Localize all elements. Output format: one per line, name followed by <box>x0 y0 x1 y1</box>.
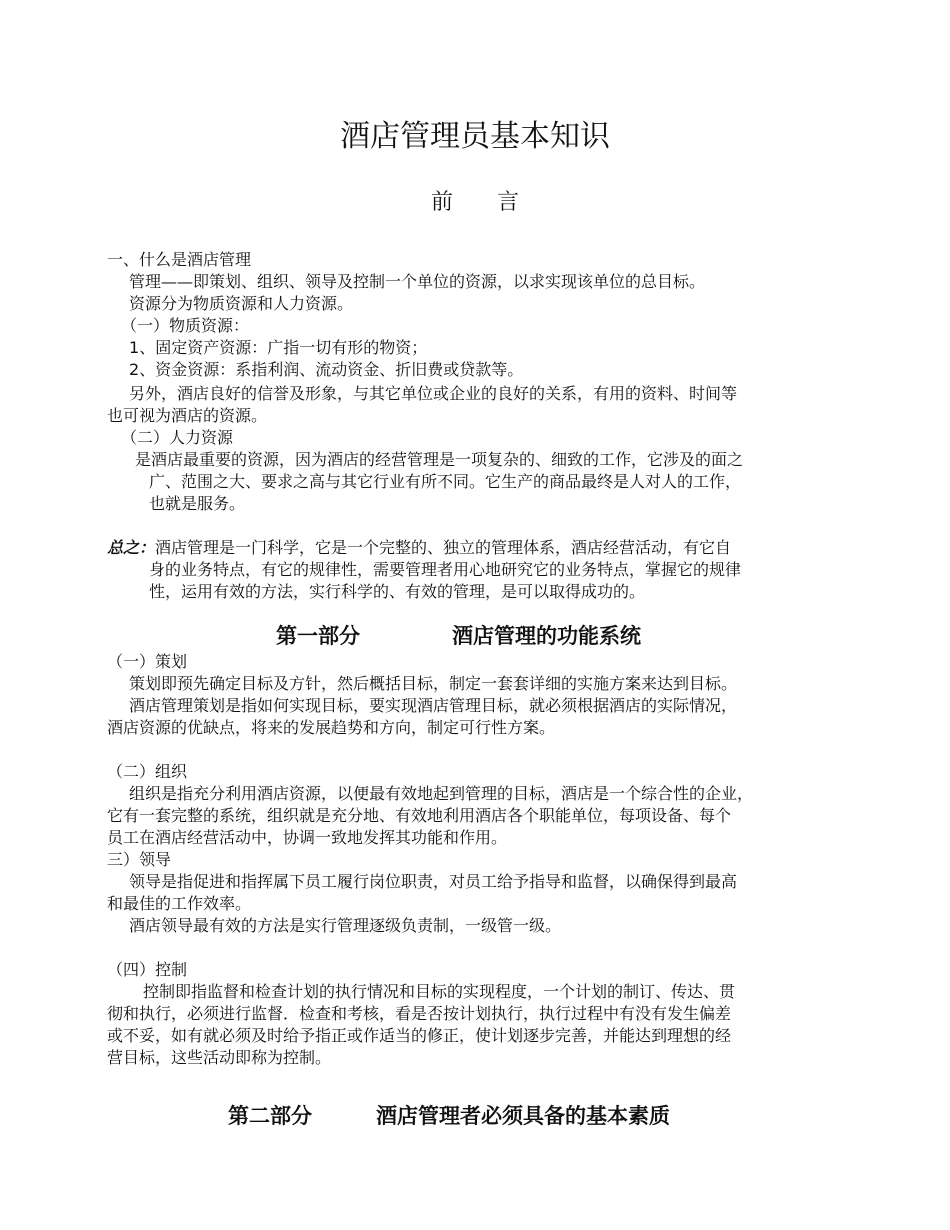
summary-label: 总之： <box>107 538 156 557</box>
planning-line: 策划即预先确定目标及方针，然后概括目标，制定一套套详细的实施方案来达到目标。 <box>129 674 738 693</box>
human-resources-line: 也就是服务。 <box>149 494 246 513</box>
preface-heading: 前 言 <box>430 190 519 215</box>
resource-types: 资源分为物质资源和人力资源。 <box>129 294 354 313</box>
intro-heading: 一、什么是酒店管理 <box>107 250 252 269</box>
part2-title: 酒店管理者必须具备的基本素质 <box>376 1103 670 1128</box>
material-item-1-text: 、固定资产资源：广指一切有形的物资； <box>139 338 428 357</box>
planning-line: 酒店资源的优缺点，将来的发展趋势和方向，制定可行性方案。 <box>107 718 556 737</box>
organizing-line: 员工在酒店经营活动中，协调一致地发挥其功能和作用。 <box>107 828 508 847</box>
summary-paragraph <box>107 537 731 558</box>
controlling-heading: （四）控制 <box>107 960 188 979</box>
leading-line: 领导是指促进和指挥属下员工履行岗位职责，对员工给予指导和监督，以确保得到最高 <box>129 872 738 891</box>
leading-line: 和最佳的工作效率。 <box>107 894 252 913</box>
material-item-1-number: 1 <box>129 338 140 357</box>
other-resources-line: 也可视为酒店的资源。 <box>107 406 268 425</box>
human-resources-heading: （二）人力资源 <box>121 428 234 447</box>
controlling-line: 彻和执行，必须进行监督．检查和考核，看是否按计划执行，执行过程中有没有发生偏差 <box>107 1004 732 1023</box>
material-item-2 <box>129 359 523 380</box>
controlling-line: 营目标，这些活动即称为控制。 <box>107 1048 332 1067</box>
organizing-line: 它有一套完整的系统，组织就是充分地、有效地利用酒店各个职能单位，每项设备、每个 <box>107 806 732 825</box>
part1-label: 第一部分 <box>276 623 360 648</box>
human-resources-line: 是酒店最重要的资源，因为酒店的经营管理是一项复杂的、细致的工作，它涉及的面之 <box>135 450 744 469</box>
summary-line: 身的业务特点，有它的规律性，需要管理者用心地研究它的业务特点，掌握它的规律 <box>149 560 742 579</box>
controlling-line: 控制即指监督和检查计划的执行情况和目标的实现程度，一个计划的制订、传达、贯 <box>143 982 736 1001</box>
leading-line: 酒店领导最有效的方法是实行管理逐级负责制，一级管一级。 <box>129 916 562 935</box>
leading-heading: 三）领导 <box>107 850 172 869</box>
part1-title: 酒店管理的功能系统 <box>452 623 641 648</box>
planning-heading: （一）策划 <box>107 652 188 671</box>
organizing-heading: （二）组织 <box>107 762 188 781</box>
planning-line: 酒店管理策划是指如何实现目标，要实现酒店管理目标，就必须根据酒店的实际情况， <box>129 696 738 715</box>
part2-label: 第二部分 <box>228 1103 312 1128</box>
other-resources-line: 另外，酒店良好的信誉及形象，与其它单位或企业的良好的关系，有用的资料、时间等 <box>129 384 738 403</box>
summary-line: 性，运用有效的方法，实行科学的、有效的管理，是可以取得成功的。 <box>149 582 646 601</box>
material-item-2-number: 2 <box>129 360 140 379</box>
material-item-1 <box>129 337 427 358</box>
human-resources-line: 广、范围之大、要求之高与其它行业有所不同。它生产的商品最终是人对人的工作， <box>149 472 742 491</box>
organizing-line: 组织是指充分利用酒店资源，以便最有效地起到管理的目标，酒店是一个综合性的企业， <box>129 784 754 803</box>
material-item-2-text: 、资金资源：系指利润、流动资金、折旧费或贷款等。 <box>139 360 524 379</box>
document-title: 酒店管理员基本知识 <box>340 119 610 154</box>
controlling-line: 或不妥，如有就必须及时给予指正或作适当的修正，使计划逐步完善，并能达到理想的经 <box>107 1026 732 1045</box>
material-resources-heading: （一）物质资源： <box>121 316 250 335</box>
management-definition: 管理——即策划、组织、领导及控制一个单位的资源，以求实现该单位的总目标。 <box>129 272 706 291</box>
summary-line: 酒店管理是一门科学，它是一个完整的、独立的管理体系，酒店经营活动，有它自 <box>155 538 732 557</box>
